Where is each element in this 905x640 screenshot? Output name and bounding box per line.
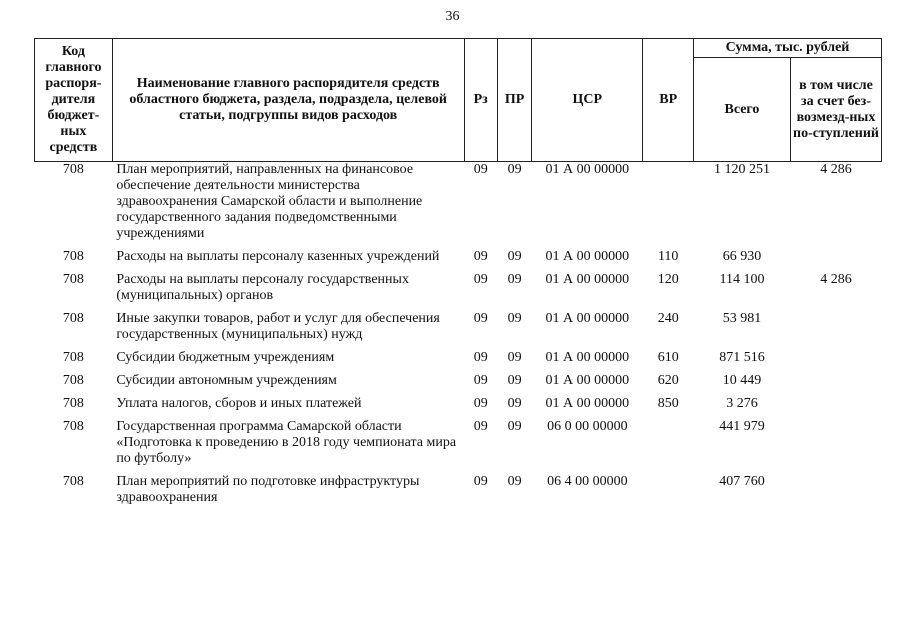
cell-csr: 06 4 00 00000	[547, 474, 628, 489]
cell-name: Субсидии автономным учреждениям	[116, 373, 337, 388]
cell-vr: 620	[657, 373, 679, 388]
cell-free	[790, 350, 881, 373]
cell-free	[790, 474, 881, 513]
header-name: Наименование главного распорядителя средств областного бюджета, раздела, подраздела, целевой статьи, подгруппы видов расходов	[112, 39, 464, 162]
cell-csr: 01 А 00 00000	[545, 350, 630, 365]
table-header	[35, 39, 882, 162]
table-body	[35, 162, 882, 514]
cell-name: Иные закупки товаров, работ и услуг для обеспечения государственных (муниципальных) нужд	[116, 311, 440, 342]
cell-pr: 09	[507, 311, 522, 326]
table-row	[35, 419, 882, 474]
table-row	[35, 396, 882, 419]
cell-csr: 01 А 00 00000	[545, 162, 630, 177]
cell-name: Расходы на выплаты персоналу государственных (муниципальных) органов	[116, 272, 409, 303]
cell-rz: 09	[473, 162, 488, 177]
cell-rz: 09	[473, 272, 488, 287]
cell-code: 708	[62, 311, 84, 326]
cell-rz: 09	[473, 350, 488, 365]
cell-total: 407 760	[719, 474, 765, 489]
cell-code: 708	[62, 373, 84, 388]
cell-code: 708	[62, 272, 84, 287]
cell-vr	[643, 162, 694, 250]
cell-pr: 09	[507, 396, 522, 411]
table-row	[35, 311, 882, 350]
cell-pr: 09	[507, 419, 522, 434]
header-vr: ВР	[643, 39, 694, 162]
cell-rz: 09	[473, 474, 488, 489]
header-code: Код главного распоря-дителя бюджет-ных средств	[35, 39, 113, 162]
cell-total: 10 449	[722, 373, 762, 388]
cell-name: Уплата налогов, сборов и иных платежей	[116, 396, 362, 411]
cell-total: 66 930	[722, 249, 762, 264]
cell-free	[790, 249, 881, 272]
cell-code: 708	[62, 350, 84, 365]
cell-total: 53 981	[722, 311, 762, 326]
table-row	[35, 272, 882, 311]
cell-name: План мероприятий по подготовке инфраструктуры здравоохранения	[116, 474, 420, 505]
cell-name: Государственная программа Самарской области «Подготовка к проведению в 2018 году чемпионата мира по футболу»	[116, 419, 457, 466]
cell-vr	[643, 419, 694, 474]
cell-rz: 09	[473, 373, 488, 388]
cell-total: 1 120 251	[713, 162, 770, 177]
table-row	[35, 249, 882, 272]
header-free: в том числе за счет без-возмезд-ных по-ступлений	[790, 58, 881, 162]
cell-pr: 09	[507, 162, 522, 177]
cell-vr: 850	[657, 396, 679, 411]
cell-free	[790, 373, 881, 396]
cell-csr: 01 А 00 00000	[545, 249, 630, 264]
cell-free	[790, 396, 881, 419]
header-total: Всего	[693, 58, 790, 162]
page-number: 36	[445, 9, 460, 24]
cell-rz: 09	[473, 311, 488, 326]
cell-code: 708	[62, 249, 84, 264]
cell-free: 4 286	[820, 272, 852, 287]
header-rz: Рз	[464, 39, 497, 162]
table-row	[35, 373, 882, 396]
cell-free	[790, 311, 881, 350]
cell-free: 4 286	[820, 162, 852, 177]
header-pr: ПР	[497, 39, 531, 162]
cell-name: Субсидии бюджетным учреждениям	[116, 350, 335, 365]
cell-vr: 110	[657, 249, 679, 264]
table-row	[35, 474, 882, 513]
cell-vr: 240	[657, 311, 679, 326]
cell-csr: 01 А 00 00000	[545, 311, 630, 326]
cell-vr: 120	[657, 272, 679, 287]
cell-rz: 09	[473, 419, 488, 434]
cell-csr: 01 А 00 00000	[545, 396, 630, 411]
header-csr: ЦСР	[532, 39, 643, 162]
table-row	[35, 162, 882, 250]
cell-rz: 09	[473, 249, 488, 264]
cell-code: 708	[62, 419, 84, 434]
cell-vr	[643, 474, 694, 513]
cell-pr: 09	[507, 272, 522, 287]
cell-pr: 09	[507, 373, 522, 388]
cell-name: План мероприятий, направленных на финансовое обеспечение деятельности министерства здравоохранения Самарской области и выполнение государственного задания подведомственными учреждениями	[116, 162, 423, 241]
cell-csr: 01 А 00 00000	[545, 373, 630, 388]
cell-csr: 06 0 00 00000	[547, 419, 628, 434]
table-row	[35, 350, 882, 373]
cell-free	[790, 419, 881, 474]
header-sum: Сумма, тыс. рублей	[693, 39, 881, 58]
cell-rz: 09	[473, 396, 488, 411]
cell-total: 114 100	[719, 272, 765, 287]
cell-pr: 09	[507, 474, 522, 489]
cell-code: 708	[62, 396, 84, 411]
cell-pr: 09	[507, 249, 522, 264]
cell-vr: 610	[657, 350, 679, 365]
cell-total: 441 979	[719, 419, 765, 434]
cell-total: 3 276	[726, 396, 758, 411]
budget-table	[34, 38, 882, 513]
cell-csr: 01 А 00 00000	[545, 272, 630, 287]
cell-pr: 09	[507, 350, 522, 365]
cell-name: Расходы на выплаты персоналу казенных учреждений	[116, 249, 440, 264]
cell-code: 708	[62, 474, 84, 489]
cell-code: 708	[62, 162, 84, 177]
cell-total: 871 516	[719, 350, 765, 365]
